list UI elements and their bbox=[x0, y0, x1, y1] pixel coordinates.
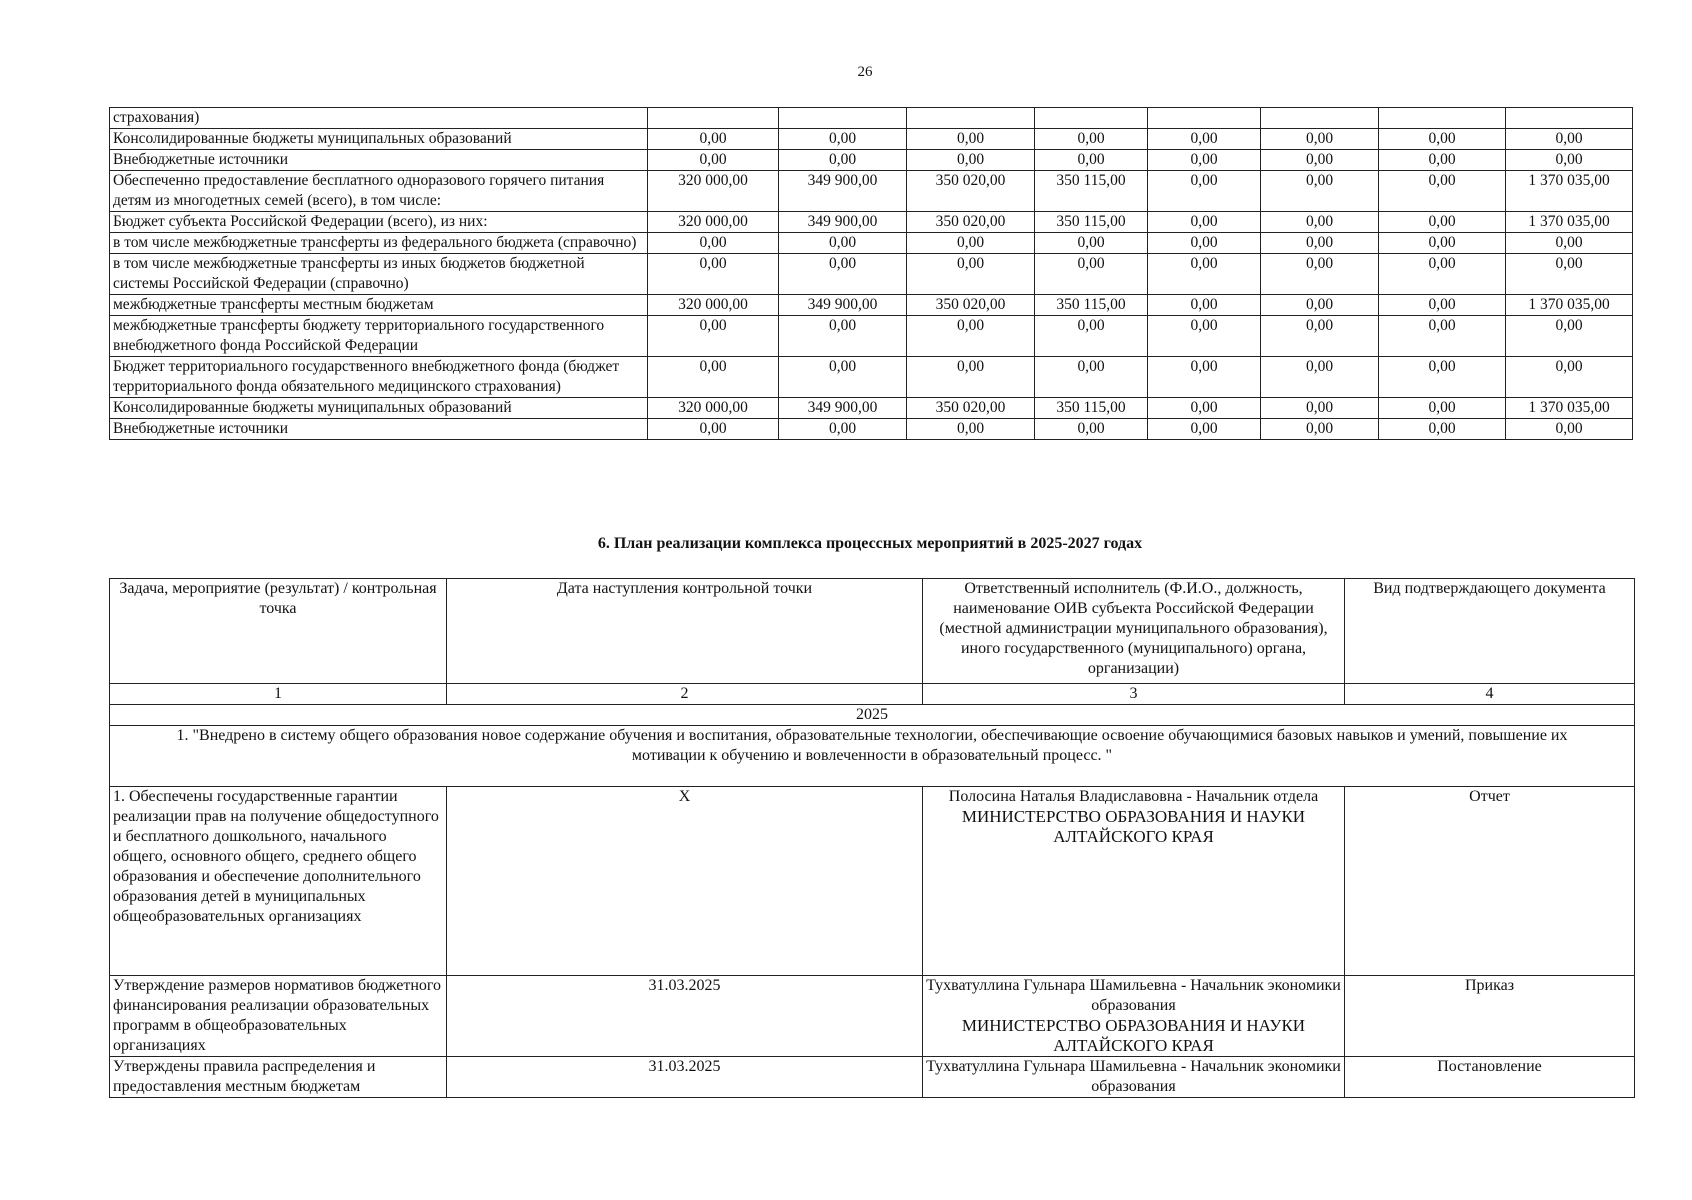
budget-value: 0,00 bbox=[907, 129, 1035, 150]
budget-value: 0,00 bbox=[1506, 316, 1633, 357]
section-title: 6. План реализации комплекса процессных мероприятий в 2025-2027 годах bbox=[597, 535, 1143, 552]
budget-value bbox=[1506, 108, 1633, 129]
plan-executor bbox=[923, 1057, 1345, 1098]
executor-person: Тухватуллина Гульнара Шамильевна - Начальник экономики образования bbox=[926, 977, 1341, 1014]
budget-row bbox=[110, 129, 1633, 150]
budget-value: 1 370 035,00 bbox=[1506, 212, 1633, 233]
budget-value: 0,00 bbox=[1035, 129, 1148, 150]
plan-row bbox=[110, 976, 1635, 1057]
budget-value: 0,00 bbox=[1148, 129, 1261, 150]
plan-task: 1. Обеспечены государственные гарантии реализации прав на получение общедоступного и бесплатного дошкольного, начального общего, основного общего, среднего общего образования и обеспечение дополнительного образования детей в муниципальных общеобразовательных организациях bbox=[110, 787, 447, 976]
budget-value: 0,00 bbox=[1035, 316, 1148, 357]
budget-value: 0,00 bbox=[779, 316, 907, 357]
budget-value: 0,00 bbox=[1379, 357, 1506, 398]
plan-header-row bbox=[110, 579, 1635, 684]
budget-value: 0,00 bbox=[648, 419, 779, 440]
budget-row-label: Бюджет территориального государственного внебюджетного фонда (бюджет территориального фонда обязательного медицинского страхования) bbox=[110, 357, 648, 398]
budget-value: 0,00 bbox=[779, 129, 907, 150]
budget-value: 1 370 035,00 bbox=[1506, 398, 1633, 419]
plan-date: 31.03.2025 bbox=[447, 1057, 923, 1098]
budget-value: 0,00 bbox=[1261, 171, 1379, 212]
budget-value: 320 000,00 bbox=[648, 295, 779, 316]
budget-row-label: Внебюджетные источники bbox=[110, 419, 648, 440]
budget-value: 349 900,00 bbox=[779, 398, 907, 419]
budget-value: 1 370 035,00 bbox=[1506, 171, 1633, 212]
budget-value: 0,00 bbox=[1148, 295, 1261, 316]
budget-row-label: Внебюджетные источники bbox=[110, 150, 648, 171]
page-number: 26 bbox=[857, 64, 873, 80]
budget-row bbox=[110, 316, 1633, 357]
budget-value: 0,00 bbox=[1035, 150, 1148, 171]
budget-row-label: страхования) bbox=[110, 108, 648, 129]
budget-value: 1 370 035,00 bbox=[1506, 295, 1633, 316]
budget-value: 0,00 bbox=[779, 233, 907, 254]
budget-row-label: Бюджет субъекта Российской Федерации (всего), из них: bbox=[110, 212, 648, 233]
budget-value bbox=[1379, 108, 1506, 129]
executor-org: МИНИСТЕРСТВО ОБРАЗОВАНИЯ И НАУКИ АЛТАЙСКОГО КРАЯ bbox=[961, 807, 1306, 846]
budget-value: 0,00 bbox=[1148, 419, 1261, 440]
budget-row bbox=[110, 419, 1633, 440]
budget-value: 0,00 bbox=[1261, 233, 1379, 254]
budget-row bbox=[110, 233, 1633, 254]
budget-value: 350 020,00 bbox=[907, 295, 1035, 316]
budget-value: 0,00 bbox=[1035, 419, 1148, 440]
budget-value: 0,00 bbox=[1506, 419, 1633, 440]
budget-value: 0,00 bbox=[1379, 295, 1506, 316]
budget-value: 0,00 bbox=[1261, 150, 1379, 171]
budget-value: 350 115,00 bbox=[1035, 171, 1148, 212]
budget-value: 0,00 bbox=[648, 233, 779, 254]
budget-row bbox=[110, 254, 1633, 295]
budget-value: 0,00 bbox=[1379, 150, 1506, 171]
executor-person: Тухватуллина Гульнара Шамильевна - Начальник экономики образования bbox=[926, 1058, 1341, 1095]
budget-value: 0,00 bbox=[1148, 171, 1261, 212]
budget-value: 0,00 bbox=[1035, 233, 1148, 254]
budget-row bbox=[110, 398, 1633, 419]
column-number: 3 bbox=[923, 684, 1345, 705]
budget-value: 0,00 bbox=[1261, 398, 1379, 419]
budget-value bbox=[648, 108, 779, 129]
budget-row-label: межбюджетные трансферты местным бюджетам bbox=[110, 295, 648, 316]
budget-value: 0,00 bbox=[1379, 316, 1506, 357]
budget-value: 0,00 bbox=[648, 316, 779, 357]
budget-value: 0,00 bbox=[1261, 419, 1379, 440]
budget-value: 349 900,00 bbox=[779, 212, 907, 233]
plan-task: Утверждены правила распределения и предоставления местным бюджетам bbox=[110, 1057, 447, 1098]
budget-value: 0,00 bbox=[1261, 254, 1379, 295]
header-document: Вид подтверждающего документа bbox=[1345, 579, 1635, 684]
budget-value: 350 115,00 bbox=[1035, 398, 1148, 419]
budget-value: 0,00 bbox=[1379, 398, 1506, 419]
plan-executor bbox=[923, 787, 1345, 976]
plan-date: Х bbox=[447, 787, 923, 976]
budget-value: 0,00 bbox=[1379, 171, 1506, 212]
budget-value: 349 900,00 bbox=[779, 171, 907, 212]
plan-document: Отчет bbox=[1345, 787, 1635, 976]
plan-date: 31.03.2025 bbox=[447, 976, 923, 1057]
budget-value: 0,00 bbox=[1379, 129, 1506, 150]
budget-value: 350 115,00 bbox=[1035, 212, 1148, 233]
budget-value: 0,00 bbox=[1506, 357, 1633, 398]
budget-value: 320 000,00 bbox=[648, 398, 779, 419]
plan-executor bbox=[923, 976, 1345, 1057]
task-cell: 1. "Внедрено в систему общего образования новое содержание обучения и воспитания, образовательные технологии, обеспечивающие освоение обучающимися базовых навыков и умений, повышение их мотивации к обучению и вовлеченности в образовательный процесс. " bbox=[110, 726, 1635, 787]
plan-document: Приказ bbox=[1345, 976, 1635, 1057]
column-number: 4 bbox=[1345, 684, 1635, 705]
budget-value bbox=[1148, 108, 1261, 129]
budget-value: 0,00 bbox=[648, 357, 779, 398]
budget-value: 0,00 bbox=[648, 150, 779, 171]
budget-value: 0,00 bbox=[907, 316, 1035, 357]
budget-value bbox=[779, 108, 907, 129]
column-number: 2 bbox=[447, 684, 923, 705]
budget-value: 0,00 bbox=[1379, 254, 1506, 295]
task-row bbox=[110, 726, 1635, 787]
header-executor: Ответственный исполнитель (Ф.И.О., должность, наименование ОИВ субъекта Российской Федерации (местной администрации муниципального образования), иного государственного (муниципального) органа, организации) bbox=[923, 579, 1345, 684]
executor-person: Полосина Наталья Владиславовна - Начальник отдела bbox=[948, 788, 1319, 805]
executor-org: МИНИСТЕРСТВО ОБРАЗОВАНИЯ И НАУКИ АЛТАЙСКОГО КРАЯ bbox=[961, 1016, 1306, 1055]
budget-value: 0,00 bbox=[1148, 254, 1261, 295]
budget-value: 320 000,00 bbox=[648, 212, 779, 233]
year-cell: 2025 bbox=[110, 705, 1635, 726]
plan-task: Утверждение размеров нормативов бюджетного финансирования реализации образовательных программ в общеобразовательных организациях bbox=[110, 976, 447, 1057]
budget-value: 0,00 bbox=[1035, 357, 1148, 398]
header-task: Задача, мероприятие (результат) / контрольная точка bbox=[110, 579, 447, 684]
budget-row bbox=[110, 212, 1633, 233]
budget-value: 350 020,00 bbox=[907, 212, 1035, 233]
budget-value: 349 900,00 bbox=[779, 295, 907, 316]
budget-row-label: в том числе межбюджетные трансферты из федерального бюджета (справочно) bbox=[110, 233, 648, 254]
budget-value: 0,00 bbox=[907, 357, 1035, 398]
budget-value: 0,00 bbox=[1148, 398, 1261, 419]
budget-value bbox=[1261, 108, 1379, 129]
budget-value: 0,00 bbox=[1261, 357, 1379, 398]
budget-value: 0,00 bbox=[1148, 357, 1261, 398]
budget-value: 0,00 bbox=[1261, 129, 1379, 150]
budget-row bbox=[110, 150, 1633, 171]
budget-table bbox=[109, 107, 1633, 440]
budget-value: 0,00 bbox=[1148, 316, 1261, 357]
budget-row-label: Консолидированные бюджеты муниципальных образований bbox=[110, 129, 648, 150]
budget-row-label: межбюджетные трансферты бюджету территориального государственного внебюджетного фонда Российской Федерации bbox=[110, 316, 648, 357]
budget-value: 0,00 bbox=[907, 150, 1035, 171]
budget-value: 0,00 bbox=[1261, 212, 1379, 233]
budget-value: 0,00 bbox=[779, 150, 907, 171]
budget-value: 0,00 bbox=[907, 419, 1035, 440]
header-date: Дата наступления контрольной точки bbox=[447, 579, 923, 684]
budget-value: 320 000,00 bbox=[648, 171, 779, 212]
budget-value: 0,00 bbox=[1148, 150, 1261, 171]
plan-document: Постановление bbox=[1345, 1057, 1635, 1098]
budget-value: 0,00 bbox=[1148, 212, 1261, 233]
column-number: 1 bbox=[110, 684, 447, 705]
year-row bbox=[110, 705, 1635, 726]
budget-value: 0,00 bbox=[1506, 150, 1633, 171]
budget-value: 0,00 bbox=[1261, 316, 1379, 357]
budget-value: 0,00 bbox=[779, 254, 907, 295]
budget-value: 0,00 bbox=[907, 254, 1035, 295]
budget-row bbox=[110, 295, 1633, 316]
plan-row bbox=[110, 1057, 1635, 1098]
budget-value: 0,00 bbox=[648, 254, 779, 295]
budget-value: 350 020,00 bbox=[907, 398, 1035, 419]
budget-value: 350 020,00 bbox=[907, 171, 1035, 212]
budget-value: 0,00 bbox=[648, 129, 779, 150]
budget-value bbox=[907, 108, 1035, 129]
budget-value: 0,00 bbox=[1506, 129, 1633, 150]
budget-value: 0,00 bbox=[1506, 233, 1633, 254]
budget-value bbox=[1035, 108, 1148, 129]
budget-value: 0,00 bbox=[1379, 212, 1506, 233]
budget-row-label: в том числе межбюджетные трансферты из иных бюджетов бюджетной системы Российской Федерации (справочно) bbox=[110, 254, 648, 295]
plan-table bbox=[109, 578, 1635, 1098]
budget-row bbox=[110, 171, 1633, 212]
budget-row-label: Обеспеченно предоставление бесплатного одноразового горячего питания детям из многодетных семей (всего), в том числе: bbox=[110, 171, 648, 212]
budget-value: 0,00 bbox=[1035, 254, 1148, 295]
budget-row bbox=[110, 357, 1633, 398]
column-number-row bbox=[110, 684, 1635, 705]
budget-value: 0,00 bbox=[907, 233, 1035, 254]
budget-value: 0,00 bbox=[1148, 233, 1261, 254]
budget-value: 0,00 bbox=[1379, 419, 1506, 440]
budget-value: 0,00 bbox=[779, 357, 907, 398]
plan-row bbox=[110, 787, 1635, 976]
budget-row-label: Консолидированные бюджеты муниципальных образований bbox=[110, 398, 648, 419]
budget-value: 0,00 bbox=[1379, 233, 1506, 254]
budget-row bbox=[110, 108, 1633, 129]
budget-value: 0,00 bbox=[779, 419, 907, 440]
budget-value: 350 115,00 bbox=[1035, 295, 1148, 316]
budget-value: 0,00 bbox=[1261, 295, 1379, 316]
budget-value: 0,00 bbox=[1506, 254, 1633, 295]
